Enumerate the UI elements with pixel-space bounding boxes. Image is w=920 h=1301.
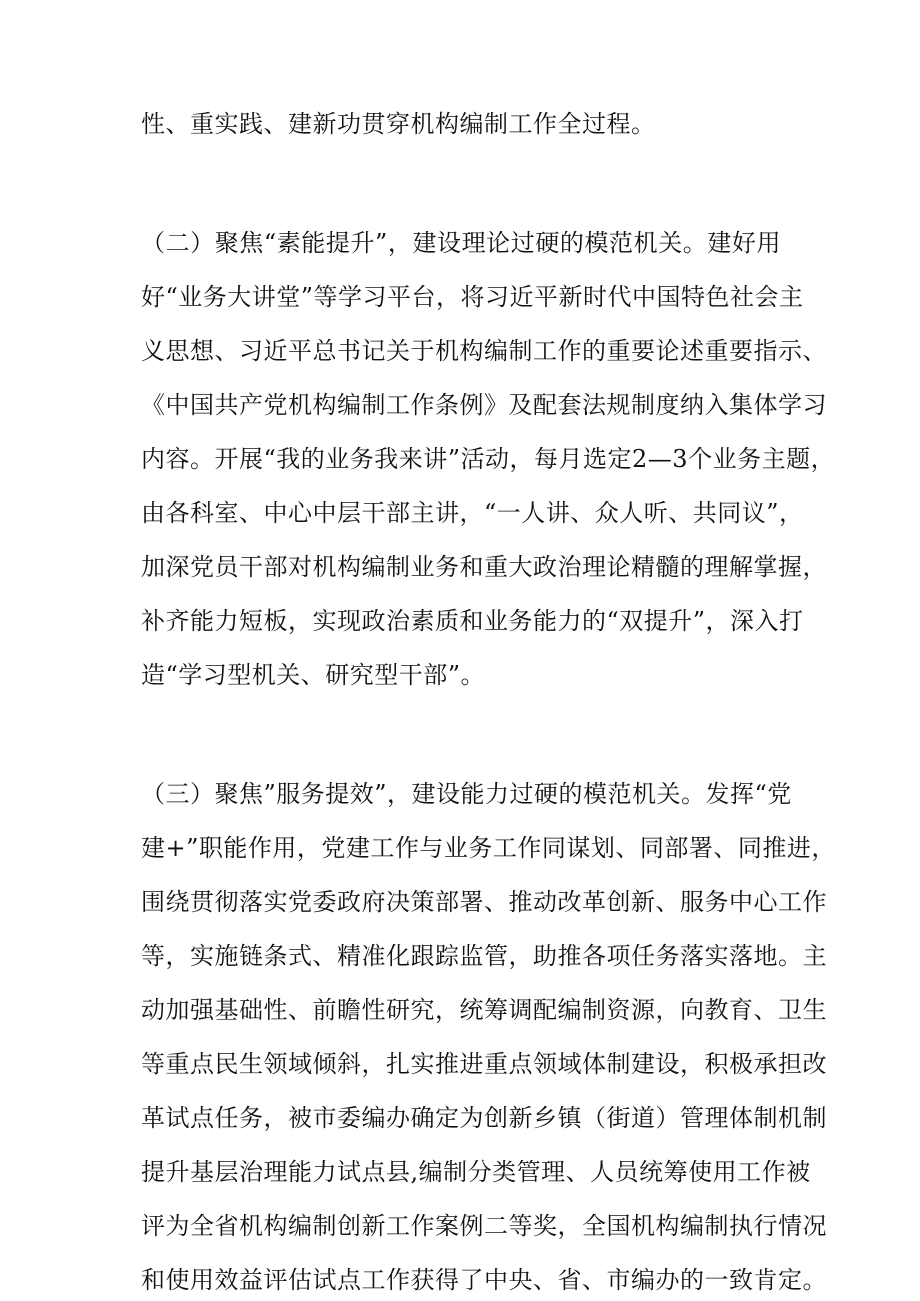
paragraph-3-line-7: 革试点任务，被市委编办确定为创新乡镇（街道）管理体制机制: [141, 1104, 827, 1132]
paragraph-3-line-9: 评为全省机构编制创新工作案例二等奖，全国机构编制执行情况: [141, 1212, 827, 1240]
paragraph-3-line-2: 建+”职能作用，党建工作与业务工作同谋划、同部署、同推进，: [141, 834, 836, 862]
paragraph-3-line-3: 围绕贯彻落实党委政府决策部署、推动改革创新、服务中心工作: [141, 888, 827, 916]
paragraph-3-line-5: 动加强基础性、前瞻性研究，统筹调配编制资源，向教育、卫生: [141, 996, 827, 1024]
paragraph-1-line-1: 性、重实践、建新功贯穿机构编制工作全过程。: [141, 110, 656, 138]
paragraph-3-line-1: （三）聚焦”服务提效”，建设能力过硬的模范机关。发挥“党: [141, 780, 792, 808]
paragraph-2-line-4: 《中国共产党机构编制工作条例》及配套法规制度纳入集体学习: [141, 391, 827, 419]
paragraph-2-line-3: 义思想、习近平总书记关于机构编制工作的重要论述重要指示、: [141, 337, 827, 365]
paragraph-2-line-7: 加深党员干部对机构编制业务和重大政治理论精髓的理解掌握，: [141, 553, 827, 581]
paragraph-2-line-1: （二）聚焦“素能提升”，建设理论过硬的模范机关。建好用: [141, 229, 781, 257]
paragraph-2-line-9: 造“学习型机关、研究型干部”。: [141, 661, 486, 689]
paragraph-2-line-8: 补齐能力短板，实现政治素质和业务能力的“双提升”，深入打: [141, 607, 804, 635]
paragraph-2-line-5: 内容。开展“我的业务我来讲”活动，每月选定2—3个业务主题，: [141, 445, 836, 473]
paragraph-2-line-6: 由各科室、中心中层干部主讲，“一人讲、众人听、共同议”，: [141, 499, 804, 527]
paragraph-3-line-4: 等，实施链条式、精准化跟踪监管，助推各项任务落实落地。主: [141, 942, 827, 970]
paragraph-3-line-6: 等重点民生领域倾斜，扎实推进重点领域体制建设，积极承担改: [141, 1050, 827, 1078]
paragraph-2-line-2: 好“业务大讲堂”等学习平台，将习近平新时代中国特色社会主: [141, 283, 804, 311]
paragraph-3-line-8: 提升基层治理能力试点县,编制分类管理、人员统筹使用工作被: [141, 1158, 811, 1186]
paragraph-3-line-10: 和使用效益评估试点工作获得了中央、省、市编办的一致肯定。: [141, 1266, 827, 1294]
